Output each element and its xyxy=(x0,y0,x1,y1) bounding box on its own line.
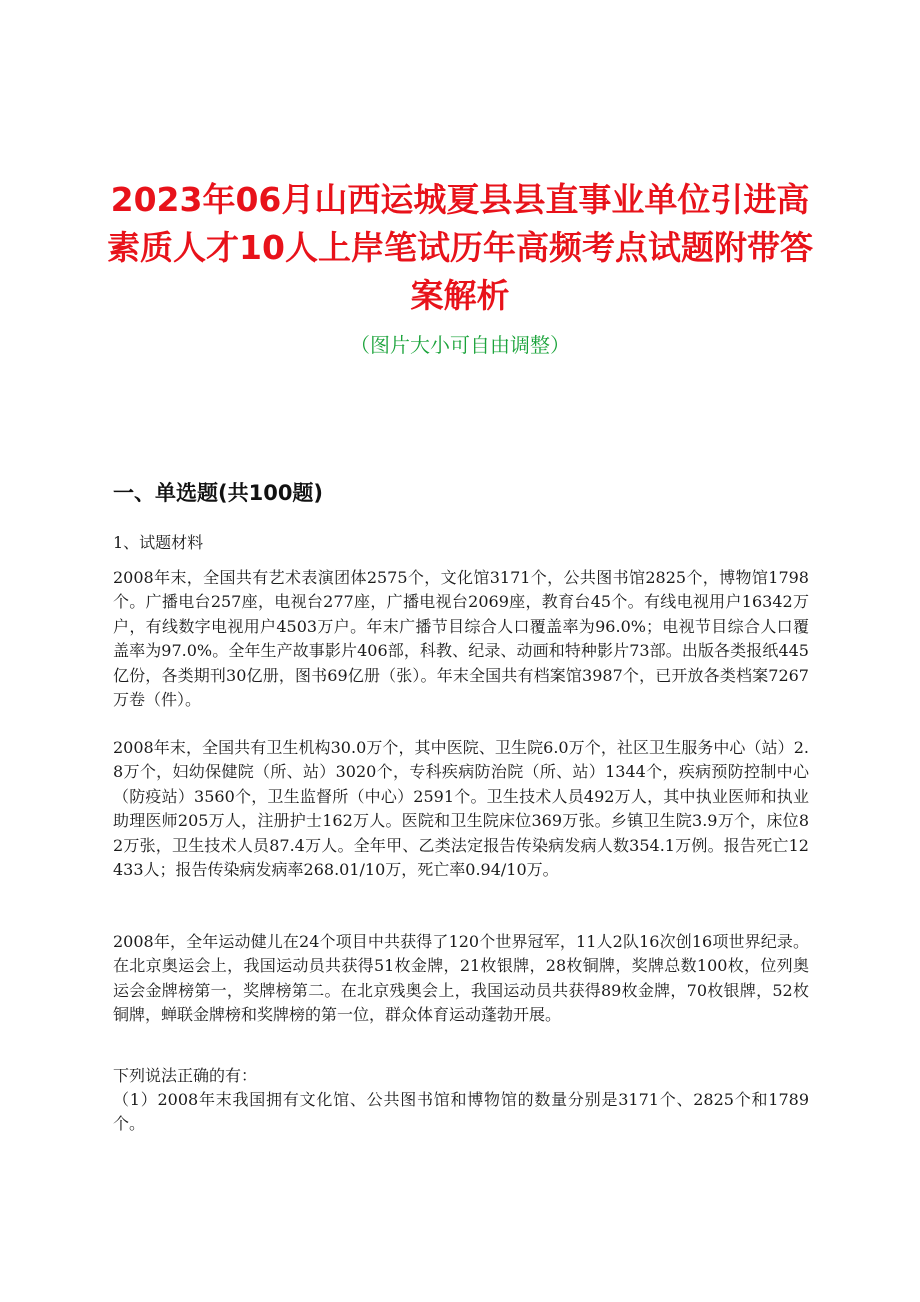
question-prompt: 下列说法正确的有： xyxy=(113,1066,258,1085)
material-paragraph-sports: 2008年，全年运动健儿在24个项目中共获得了120个世界冠军，11人2队16次创16项世界纪录。在北京奥运会上，我国运动员共获得51枚金牌，21枚银牌，28枚铜牌，奖牌总数100枚，位列奥运会金牌榜第一，奖牌榜第二。在北京残奥会上，我国运动员共获得89枚金牌，70枚银牌，52枚铜牌，蝉联金牌榜和奖牌榜的第一位，群众体育运动蓬勃开展。 xyxy=(113,932,809,1025)
question-option-1: （1）2008年末我国拥有文化馆、公共图书馆和博物馆的数量分别是3171个、2825个和1789个。 xyxy=(113,1090,809,1134)
section-heading: 一、单选题(共100题) xyxy=(113,481,324,505)
material-paragraph-culture: 2008年末，全国共有艺术表演团体2575个，文化馆3171个，公共图书馆2825个，博物馆1798个。广播电台257座，电视台277座，广播电视台2069座，教育台45个。有线电视用户16342万户，有线数字电视用户4503万户。年末广播节目综合人口覆盖率为96.0%；电视节目综合人口覆盖率为97.0%。全年生产故事影片406部，科教、纪录、动画和特种影片73部。出版各类报纸445亿份，各类期刊30亿册，图书69亿册（张）。年末全国共有档案馆3987个，已开放各类档案7267万卷（件）。 xyxy=(113,568,809,710)
document-title: 2023年06月山西运城夏县县直事业单位引进高素质人才10人上岸笔试历年高频考点试题附带答案解析 xyxy=(107,180,813,315)
document-subtitle: （图片大小可自由调整） xyxy=(350,333,570,357)
question-label: 1、试题材料 xyxy=(113,533,204,552)
material-paragraph-health: 2008年末，全国共有卫生机构30.0万个，其中医院、卫生院6.0万个，社区卫生服务中心（站）2.8万个，妇幼保健院（所、站）3020个，专科疾病防治院（所、站）1344个，疾病预防控制中心（防疫站）3560个，卫生监督所（中心）2591个。卫生技术人员492万人，其中执业医师和执业助理医师205万人，注册护士162万人。医院和卫生院床位369万张。乡镇卫生院3.9万个，床位82万张，卫生技术人员87.4万人。全年甲、乙类法定报告传染病发病人数354.1万例。报告死亡12433人；报告传染病发病率268.01/10万，死亡率0.94/10万。 xyxy=(113,738,809,880)
